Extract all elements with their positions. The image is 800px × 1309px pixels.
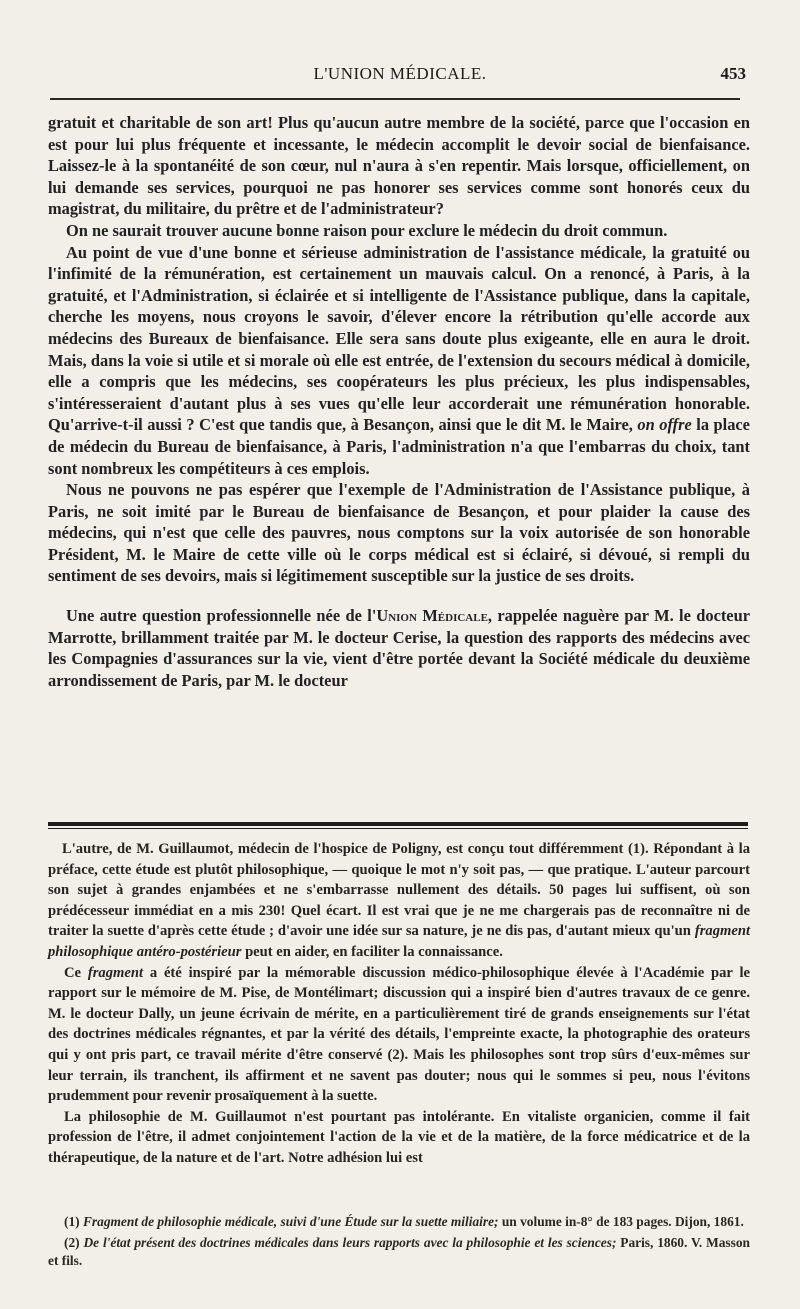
footnote-1-mark: (1) [64, 1214, 80, 1229]
feuilleton-paragraph-1 [48, 839, 750, 963]
paragraph-5-text-b: , rappelée naguère par M. le docteur Marrotte, brillamment traitée par M. le docteur Cerise, la question des rapports des médecins avec les Compagnies d'assurances sur la vie, vient d'être portée devant la Société médicale du deuxième arrondissement de Paris, par M. le docteur [48, 606, 750, 690]
footnote-1 [48, 1213, 750, 1231]
paragraph-5 [48, 605, 750, 691]
footnote-2 [48, 1234, 750, 1270]
paragraph-4: Nous ne pouvons ne pas espérer que l'exemple de l'Administration de l'Assistance publique, à Paris, ne soit imité par le Bureau de bienfaisance de Besançon, et pour plaider la cause des médecins, qui n'est que celle des pauvres, nous comptons sur la voix autorisée de son honorable Président, M. le Maire de cette ville où le corps médical est si éclairé, si dévoué, si rempli du sentiment de ses devoirs, mais si légitimement susceptible sur la justice de ses droits. [48, 480, 750, 586]
feuilleton-paragraph-2-emphasis: fragment [87, 964, 143, 981]
footnote-2-mark: (2) [64, 1235, 80, 1250]
feuilleton-paragraph-1-text-a: L'autre, de M. Guillaumot, médecin de l'hospice de Poligny, est conçu tout différemment (1). Répondant à la préface, cette étude est plutôt philosophique, — quoique le mot n'y soit pas, — que pratique. L'auteur parcourt son sujet à grandes enjambées et ne s'embarrasse nullement des détails. 50 pages lui suffisent, où son prédécesseur immédiat en a mis 230! Quel écart. Il est vrai que je ne me chargerais pas de reconnaître ni de traiter la suette d'après cette étude ; d'avoir une idée sur sa nature, je ne dis pas, d'autant mieux qu'un [48, 841, 750, 940]
footnote-1-details: un volume in-8° de 183 pages. Dijon, 1861. [501, 1214, 744, 1229]
feuilleton-paragraph-1-emphasis: fragment philosophique antéro-postérieur [48, 923, 751, 960]
page-number: 453 [720, 64, 746, 83]
running-header [50, 60, 750, 90]
footnote-1-title: Fragment de philosophie médicale, suivi d'une Étude sur la suette miliaire; [82, 1214, 499, 1229]
feuilleton-paragraph-2-text-b: a été inspiré par la mémorable discussion médico-philosophique élevée à l'Académie par le rapport sur le mémoire de M. Pise, de Montélimart; discussion qui a inspiré bien d'autres travaux de ce genre. M. le docteur Dally, un jeune écrivain de mérite, en a particulièrement tiré de grands enseignements sur l'état des doctrines médicales régnantes, et par la vérité des détails, l'empreinte exacte, la photographie des orateurs qui y ont pris part, ce travail mérite d'être conservé (2). Mais les philosophes sont trop sûrs d'eux-mêmes sur leur terrain, ils tranchent, ils affirment et ne savent pas douter; nous qui le sommes si peu, nous l'évitons prudemment pour revenir prosaïquement à la suette. [48, 964, 750, 1105]
paragraph-3-emphasis: on offre [637, 415, 692, 435]
header-rule [50, 98, 740, 100]
footnotes [48, 1213, 750, 1273]
journal-title: L'UNION MÉDICALE. [313, 64, 487, 83]
feuilleton-section [48, 839, 750, 1169]
paragraph-5-text-a: Une autre question professionnelle née de l' [66, 606, 377, 626]
paragraph-3-text-a: Au point de vue d'une bonne et sérieuse administration de l'assistance médicale, la gratuité ou l'infimité de la rémunération, est certainement un mauvais calcul. On a renoncé, à Paris, à la gratuité, et l'Administration, si éclairée et si intelligente de l'Assistance publique, dans la capitale, cherche les moyens, nous croyons le savoir, d'élever encore la rétribution qu'elle accorde aux médecins des Bureaux de bienfaisance. Elle sera sans doute plus exigeante, elle en aura le droit. Mais, dans la voie si utile et si morale où elle est entrée, de l'extension du secours médical à domicile, elle a compris que les médecins, ses coopérateurs les plus précieux, les plus indispensables, s'intéresseraient d'autant plus à ses vues qu'elle leur accorderait une rémunération honorable. Qu'arrive-t-il aussi ? C'est que tandis que, à Besançon, ainsi que le dit M. le Maire, [48, 242, 750, 435]
paragraph-3-text-b: la place de médecin du Bureau de bienfaisance, à Paris, l'administration n'a que l'embarras du choix, tant sont nombreux les compétiteurs à ces emplois. [48, 415, 750, 478]
feuilleton-paragraph-2 [48, 963, 750, 1107]
footnote-2-title: De l'état présent des doctrines médicales dans leurs rapports avec la philosophie et les sciences; [83, 1235, 617, 1250]
journal-name-small-caps: Union Médicale [376, 606, 488, 626]
feuilleton-paragraph-2-text-a: Ce [64, 964, 82, 981]
feuilleton-paragraph-3: La philosophie de M. Guillaumot n'est pourtant pas intolérante. En vitaliste organicien, comme il fait profession de l'être, il admet conjointement l'action de la vie et de la matière, de la force médicatrice et de la thérapeutique, de la nature et de l'art. Notre adhésion lui est [48, 1108, 750, 1166]
main-article [48, 112, 750, 691]
feuilleton-rule-thick [48, 822, 748, 826]
paragraph-1: gratuit et charitable de son art! Plus qu'aucun autre membre de la société, parce que l'occasion en est pour lui plus fréquente et incessante, le médecin accomplit le devoir social de bienfaisance. Laissez-le à la spontanéité de son cœur, nul n'aura à s'en repentir. Mais lorsque, officiellement, on lui demande ses services, pourquoi ne pas honorer ses services comme sont honorés ceux du magistrat, du militaire, du prêtre et de l'administrateur? [48, 113, 750, 219]
feuilleton-paragraph-1-text-b: peut en aider, en faciliter la connaissance. [245, 943, 503, 960]
paragraph-3 [48, 242, 750, 480]
paragraph-2: On ne saurait trouver aucune bonne raison pour exclure le médecin du droit commun. [66, 220, 668, 240]
footnote-2-details: Paris, 1860. V. Masson et fils. [48, 1235, 750, 1268]
feuilleton-rule-thin [48, 828, 748, 829]
